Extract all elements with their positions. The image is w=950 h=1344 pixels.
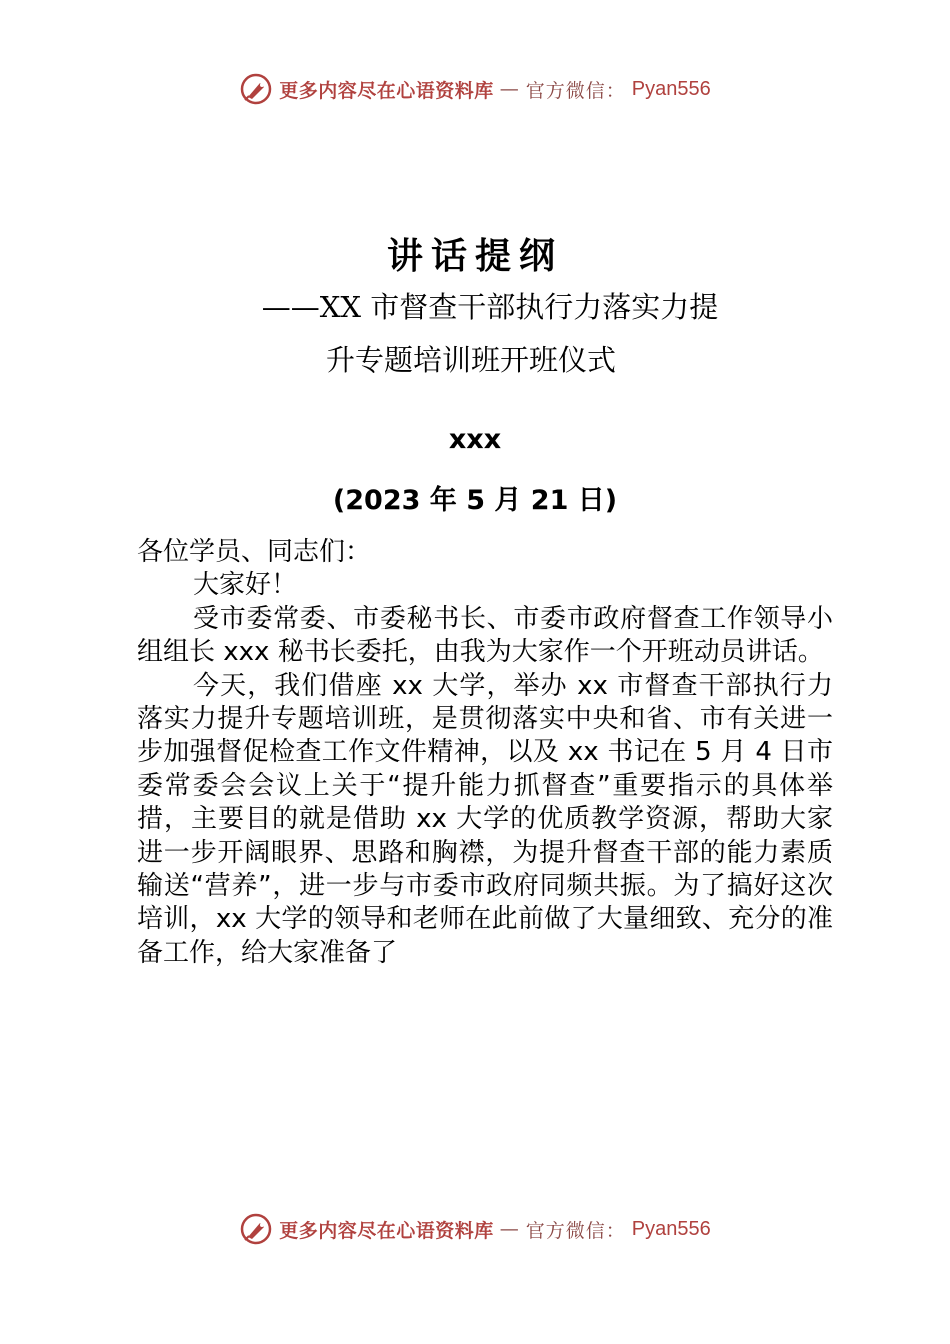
watermark-wechat-label: 官方微信： <box>525 1219 626 1242</box>
document-title: 讲话提纲 <box>386 236 563 277</box>
watermark-site-text: 更多内容尽在心语资料库 <box>279 1219 494 1242</box>
watermark-wechat-account: Pyan556 <box>631 77 711 100</box>
paragraph: 今天，我们借座 xx 大学，举办 xx 市督查干部执行力落实力提升专题培训班，是贯彻落实中央和省、市有关进一步加强督促检查工作文件精神，以及 xx 书记在 5 月 4 日市委常委会会议上关于“提升能力抓督查”重要指示的具体举措，主要目的就是借助 xx 大学的优质教学资源，帮助大家进一步开阔眼界、思路和胸襟，为提升督查干部的能力素质输送“营养”，进一步与市委市政府同频共振。为了搞好这次培训，xx 大学的领导和老师在此前做了大量细致、充分的准备工作，给大家准备了 <box>137 670 833 968</box>
watermark-wechat-account: Pyan556 <box>631 1217 711 1240</box>
document-author: xxx <box>448 424 502 455</box>
salutation: 各位学员、同志们： <box>137 537 372 567</box>
watermark-separator: — <box>499 1218 520 1240</box>
watermark-separator: — <box>499 78 520 100</box>
watermark-wechat-label: 官方微信： <box>525 79 626 102</box>
paragraph: 大家好！ <box>193 570 298 601</box>
document-body <box>137 536 833 970</box>
document-date: (2023 年 5 月 21 日) <box>332 485 618 516</box>
paragraph: 受市委常委、市委秘书长、市委市政府督查工作领导小组组长 xxx 秘书长委托，由我为大家作一个开班动员讲话。 <box>137 603 833 668</box>
header-watermark <box>0 72 950 106</box>
document-subtitle-line2: 升专题培训班开班仪式 <box>326 343 617 377</box>
pen-nib-logo-icon <box>239 1212 273 1246</box>
watermark-site-text: 更多内容尽在心语资料库 <box>279 79 494 102</box>
pen-nib-logo-icon <box>239 72 273 106</box>
footer-watermark <box>0 1212 950 1246</box>
document-subtitle-line1: ——XX 市督查干部执行力落实力提 <box>261 290 719 324</box>
